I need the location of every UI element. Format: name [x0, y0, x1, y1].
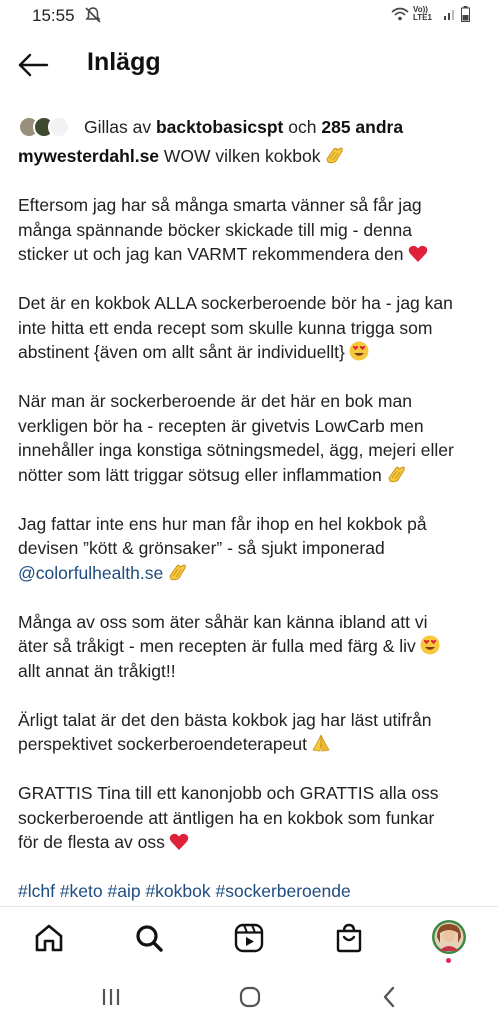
caption-line: perspektivet sockerberoendeterapeut	[18, 734, 307, 754]
network-label: Vo)) LTE1	[413, 5, 432, 22]
status-icons	[391, 6, 470, 22]
back-arrow-icon[interactable]	[16, 50, 50, 80]
caption-line: sockerberoende att äntligen ha en kokbok som funkar	[18, 807, 435, 828]
status-bar	[0, 0, 498, 32]
caption-line: verkligen bör ha - recepten är givetvis LowCarb men	[18, 415, 424, 436]
status-time: 15:55	[32, 6, 75, 25]
red-heart-icon	[408, 245, 428, 270]
caption-line: inte hitta ett enda recept som skulle kunna trigga som	[18, 317, 433, 338]
liker-username[interactable]: backtobasicspt	[155, 116, 284, 137]
reels-icon[interactable]	[232, 921, 266, 955]
caption-line: GRATTIS Tina till ett kanonjobb och GRATTIS alla oss	[18, 783, 439, 803]
caption-line: devisen ”kött & grönsaker” - så sjukt imponerad	[18, 538, 385, 558]
caption-line: allt annat än tråkigt!!	[18, 660, 176, 681]
signal-icon	[443, 7, 457, 21]
caption-line: nötter som lätt triggar sötsug eller inflammation	[18, 464, 382, 485]
back-button-icon[interactable]	[376, 984, 404, 1010]
caption-line: för de flesta av oss	[18, 832, 165, 852]
caption-line: Många av oss som äter såhär kan känna ibland att vi	[18, 611, 428, 632]
likes-count[interactable]: 285 andra	[321, 116, 404, 137]
caption-line: Ärligt talat är det den bästa kokbok jag har läst utifrån	[18, 709, 432, 730]
bottom-navigation	[0, 906, 498, 970]
profile-avatar[interactable]	[431, 919, 467, 955]
system-navigation-bar	[0, 970, 498, 1024]
caption-line: äter så tråkigt - men recepten är fulla med färg & liv	[18, 636, 416, 656]
clapping-hands-icon	[167, 562, 189, 589]
caption-line: abstinent {även om allt sånt är individuellt}	[18, 342, 345, 362]
search-icon[interactable]	[132, 921, 166, 955]
home-icon[interactable]	[32, 921, 66, 955]
caption-line: Jag fattar inte ens hur man får ihop en hel kokbok på	[18, 513, 427, 534]
notifications-muted-icon	[84, 6, 102, 24]
clapping-hands-icon	[324, 145, 346, 172]
caption-line: många spännande böcker skickade till mig - denna	[18, 219, 412, 240]
folded-hands-icon	[311, 733, 331, 760]
caption-line: innehåller inga konstiga sötningsmedel, ägg, mejeri eller	[18, 440, 454, 460]
battery-icon	[461, 6, 470, 22]
mention-link[interactable]: @colorfulhealth.se	[18, 562, 164, 583]
likes-middle: och	[288, 116, 317, 137]
shop-icon[interactable]	[332, 921, 366, 955]
page-title: Inlägg	[87, 48, 161, 76]
likes-summary[interactable]	[18, 113, 488, 141]
hashtags[interactable]: #lchf #keto #aip #kokbok #sockerberoende	[18, 881, 351, 901]
caption-line: Det är en kokbok ALLA sockerberoende bör ha - jag kan	[18, 293, 453, 313]
likes-text	[84, 117, 403, 138]
heart-eyes-icon	[349, 341, 369, 368]
heart-eyes-icon	[420, 635, 440, 662]
recents-button-icon[interactable]	[97, 984, 125, 1010]
caption-line: Eftersom jag har så många smarta vänner så får jag	[18, 195, 422, 215]
caption-text: WOW vilken kokbok	[159, 146, 321, 166]
app-header	[0, 36, 498, 94]
post-caption	[18, 141, 484, 904]
clapping-hands-icon	[386, 464, 408, 491]
liker-avatars[interactable]	[18, 115, 80, 139]
liker-avatar	[48, 116, 70, 138]
likes-prefix: Gillas av	[84, 116, 152, 137]
wifi-icon	[391, 7, 409, 21]
red-heart-icon	[169, 833, 189, 858]
caption-line: När man är sockerberoende är det här en bok man	[18, 391, 412, 411]
home-button-icon[interactable]	[236, 984, 264, 1010]
caption-line: sticker ut och jag kan VARMT rekommendera den	[18, 244, 404, 264]
notification-dot	[446, 958, 451, 963]
caption-username[interactable]: mywesterdahl.se	[18, 146, 160, 166]
